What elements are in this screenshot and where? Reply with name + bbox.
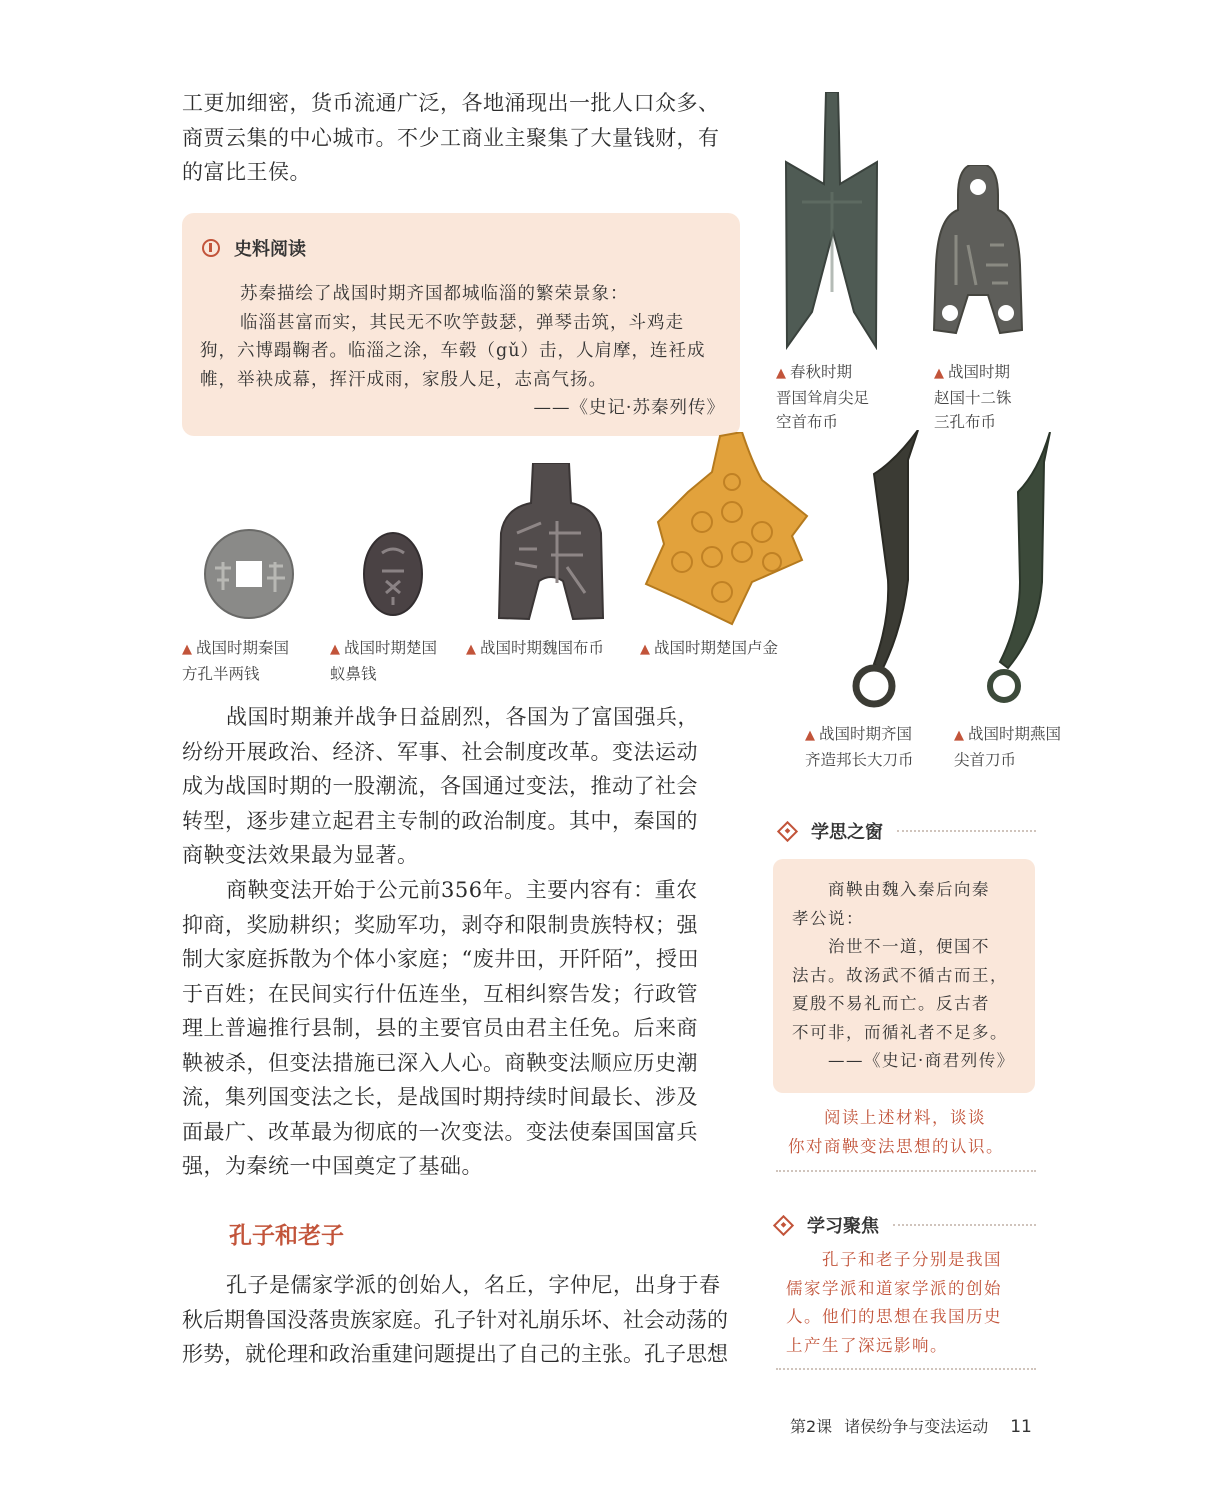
zhao-spade-coin-caption: ▲ 战国时期 赵国十二铢 三孔布币 [934,363,1012,431]
learning-focus-header [770,1212,1036,1238]
reform-line: 纷纷开展政治、经济、军事、社会制度改革。变法运动 [182,739,698,764]
intro-paragraph [182,86,742,190]
yan-knife-coin-caption: ▲ 战国时期燕国 尖首刀币 [954,725,1062,769]
focus-line: 孔子和老子分别是我国 [822,1250,1002,1269]
learning-focus-title: 学习聚焦 [807,1216,879,1237]
chu-gold-image [642,432,810,626]
thinking-window-header [774,818,1036,844]
source-line: 狗，六博蹋鞠者。临淄之涂，车毂（gǔ）击，人肩摩，连衽成 [200,341,706,361]
intro-line: 商贾云集的中心城市。不少工商业主聚集了大量钱财，有 [182,125,720,150]
diamond-icon [773,1214,794,1235]
focus-line: 儒家学派和道家学派的创始 [786,1278,1002,1298]
dotted-divider [893,1224,1036,1226]
intro-line: 工更加细密，货币流通广泛，各地涌现出一批人口众多、 [182,91,720,115]
reform-line: 制大家庭拆散为个体小家庭；“废井田，开阡陌”，授田 [182,947,699,971]
chu-ant-nose-coin-caption: ▲ 战国时期楚国 蚁鼻钱 [330,639,438,683]
reform-line: 转型，逐步建立起君主专制的政治制度。其中，秦国的 [182,808,698,833]
thinking-line: 夏殷不易礼而亡。反古者 [792,994,990,1013]
zhao-spade-coin-image [928,165,1028,347]
reform-line: 强，为秦统一中国奠定了基础。 [182,1154,483,1178]
focus-line: 人。他们的思想在我国历史 [786,1307,1002,1326]
thinking-line: 治世不一道，便国不 [828,937,990,956]
source-line: 临淄甚富而实，其民无不吹竽鼓瑟，弹琴击筑，斗鸡走 [240,312,684,333]
confucius-line: 秋后期鲁国没落贵族家庭。孔子针对礼崩乐坏、社会动荡的 [182,1307,728,1332]
thinking-window-title: 学思之窗 [811,822,883,843]
question-line: 阅读上述材料，谈谈 [824,1108,986,1127]
reform-line: 商鞅变法效果最为显著。 [182,843,419,867]
source-reading-header [202,234,306,262]
page-number: 11 [1010,1417,1032,1437]
triangle-icon: ▲ [466,642,476,657]
focus-line: 上产生了深远影响。 [786,1335,948,1355]
reform-line: 商鞅变法开始于公元前356年。主要内容有：重农 [226,878,698,902]
book-icon [202,239,220,257]
qin-round-coin-caption: ▲ 战国时期秦国 方孔半两钱 [182,639,290,683]
thinking-line: 法古。故汤武不循古而王， [792,965,1008,985]
dotted-divider [897,830,1036,832]
triangle-icon: ▲ [805,728,815,743]
reform-line: 战国时期兼并战争日益剧烈，各国为了富国强兵， [226,705,699,729]
source-line: 苏秦描绘了战国时期齐国都城临淄的繁荣景象： [240,284,629,304]
jin-spade-coin-caption: ▲ 春秋时期 晋国耸肩尖足 空首布币 [776,363,870,431]
thinking-line: 孝公说： [792,908,864,928]
reform-line: 面最广、改革最为彻底的一次变法。变法使秦国国富兵 [182,1119,698,1144]
triangle-icon: ▲ [182,642,192,657]
section-title: 孔子和老子 [229,1223,344,1249]
yan-knife-coin-image [982,432,1054,712]
diamond-icon [777,820,798,841]
triangle-icon: ▲ [330,642,340,657]
thinking-window-text [792,876,1024,1076]
triangle-icon: ▲ [776,366,786,381]
page-footer [790,1414,1032,1437]
reform-line: 成为战国时期的一股潮流，各国通过变法，推动了社会 [182,774,698,798]
focus-divider [776,1368,1036,1370]
thinking-line: 商鞅由魏入秦后向秦 [828,880,990,899]
jin-spade-coin-image [772,92,894,350]
source-line: 帷，举袂成幕，挥汗成雨，家殷人足，志高气扬。 [200,369,607,390]
chu-ant-nose-coin-image [362,531,424,617]
learning-focus-text [786,1246,1034,1360]
intro-line: 的富比王侯。 [182,160,311,184]
reform-line: 抑商，奖励耕织；奖励军功，剥夺和限制贵族特权；强 [182,912,698,937]
qin-round-coin-image [203,528,295,620]
chu-gold-shape [646,432,807,624]
reform-paragraph-1 [182,700,742,873]
qi-knife-coin-image [838,430,928,715]
thinking-citation: ——《史记·商君列传》 [828,1051,1015,1070]
reform-line: 于百姓；在民间实行什伍连坐，互相纠察告发；行政管 [182,981,698,1006]
source-reading-title: 史料阅读 [234,239,306,260]
question-line: 你对商鞅变法思想的认识。 [788,1136,1004,1156]
wei-spade-coin-caption: ▲ 战国时期魏国布币 [466,639,605,657]
reform-line: 流，集列国变法之长，是战国时期持续时间最长、涉及 [182,1085,698,1109]
wei-spade-coin-image [497,463,605,621]
source-reading-text [200,280,725,423]
confucius-line: 孔子是儒家学派的创始人，名丘，字仲尼，出身于春 [226,1273,721,1297]
wei-spade-coin-shape [499,463,603,619]
triangle-icon: ▲ [934,366,944,381]
qi-knife-coin-caption: ▲ 战国时期齐国 齐造邦长大刀币 [805,725,914,769]
thinking-divider [776,1170,1036,1172]
chu-gold-caption: ▲ 战国时期楚国卢金 [640,639,779,657]
lesson-number: 第2课 [790,1417,833,1436]
reform-paragraph-2 [182,873,742,1184]
reform-line: 理上普遍推行县制，县的主要官员由君主任免。后来商 [182,1016,698,1040]
qi-knife-coin-shape [874,430,918,670]
lesson-title: 诸侯纷争与变法运动 [844,1417,989,1436]
thinking-line: 不可非，而循礼者不足多。 [792,1022,1008,1042]
yan-knife-coin-shape [1000,432,1050,668]
triangle-icon: ▲ [954,728,964,743]
reform-line: 鞅被杀，但变法措施已深入人心。商鞅变法顺应历史潮 [182,1050,698,1075]
source-citation: ——《史记·苏秦列传》 [533,398,725,418]
thinking-question [788,1104,1028,1161]
triangle-icon: ▲ [640,642,650,657]
confucius-paragraph [182,1268,742,1372]
confucius-line: 形势，就伦理和政治重建问题提出了自己的主张。孔子思想 [182,1342,728,1366]
